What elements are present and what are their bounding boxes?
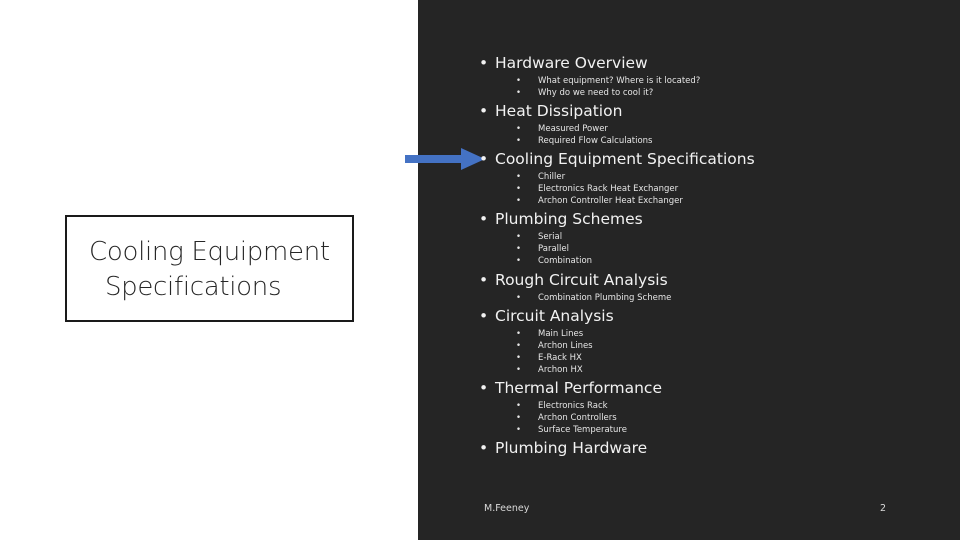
agenda-subitem: • Main Lines [473,328,614,340]
agenda-subitem: • Required Flow Calculations [473,135,652,147]
bullet-icon: • [479,150,489,168]
bullet-icon: • [515,353,521,363]
slide-title-line1: Cooling Equipment [89,237,330,267]
agenda-subitem: • Archon Controllers [473,412,662,424]
slide-title [89,235,330,305]
footer-author: M.Feeney [484,503,530,514]
agenda-section [473,210,643,267]
slide-number: 2 [880,503,887,514]
agenda-subitem: • Why do we need to cool it? [473,87,700,99]
bullet-icon: • [515,425,521,435]
bullet-icon: • [515,124,521,134]
agenda-subitem: • Combination [473,255,643,267]
bullet-icon: • [515,256,521,266]
agenda-subitem: • Surface Temperature [473,424,662,436]
agenda-subitem: • Parallel [473,243,643,255]
agenda-section-title: • Plumbing Schemes [473,210,643,228]
agenda-subitem: • Combination Plumbing Scheme [473,292,671,304]
agenda-section-title: • Cooling Equipment Specifications [473,150,755,168]
bullet-icon: • [479,271,489,289]
bullet-icon: • [515,136,521,146]
agenda-subitem: • E-Rack HX [473,352,614,364]
agenda-section-title: • Heat Dissipation [473,102,652,120]
agenda-section-title: • Thermal Performance [473,379,662,397]
agenda-section [473,379,662,436]
bullet-icon: • [515,365,521,375]
bullet-icon: • [479,307,489,325]
slide-title-box [65,215,354,322]
agenda-subitem: • Electronics Rack Heat Exchanger [473,183,755,195]
bullet-icon: • [515,76,521,86]
bullet-icon: • [479,439,489,457]
bullet-icon: • [515,196,521,206]
bullet-icon: • [515,341,521,351]
agenda-section [473,271,671,304]
agenda-subitem: • What equipment? Where is it located? [473,75,700,87]
agenda-subitem: • Archon Controller Heat Exchanger [473,195,755,207]
bullet-icon: • [479,379,489,397]
bullet-icon: • [515,232,521,242]
agenda-subitem: • Archon HX [473,364,614,376]
bullet-icon: • [479,54,489,72]
bullet-icon: • [479,102,489,120]
bullet-icon: • [515,329,521,339]
bullet-icon: • [515,88,521,98]
agenda-subitem: • Serial [473,231,643,243]
agenda-section [473,102,652,147]
agenda-subitem: • Electronics Rack [473,400,662,412]
slide-title-line2: Specifications [104,272,282,302]
bullet-icon: • [515,401,521,411]
agenda-section [473,150,755,207]
agenda-section-title: • Plumbing Hardware [473,439,647,457]
agenda-subitem: • Archon Lines [473,340,614,352]
agenda-subitem: • Measured Power [473,123,652,135]
agenda-section [473,307,614,376]
agenda-section [473,439,647,457]
bullet-icon: • [479,210,489,228]
agenda-section-title: • Hardware Overview [473,54,700,72]
bullet-icon: • [515,244,521,254]
agenda-subitem: • Chiller [473,171,755,183]
bullet-icon: • [515,172,521,182]
bullet-icon: • [515,184,521,194]
bullet-icon: • [515,293,521,303]
agenda-section-title: • Rough Circuit Analysis [473,271,671,289]
agenda-section-title: • Circuit Analysis [473,307,614,325]
agenda-section [473,54,700,99]
bullet-icon: • [515,413,521,423]
